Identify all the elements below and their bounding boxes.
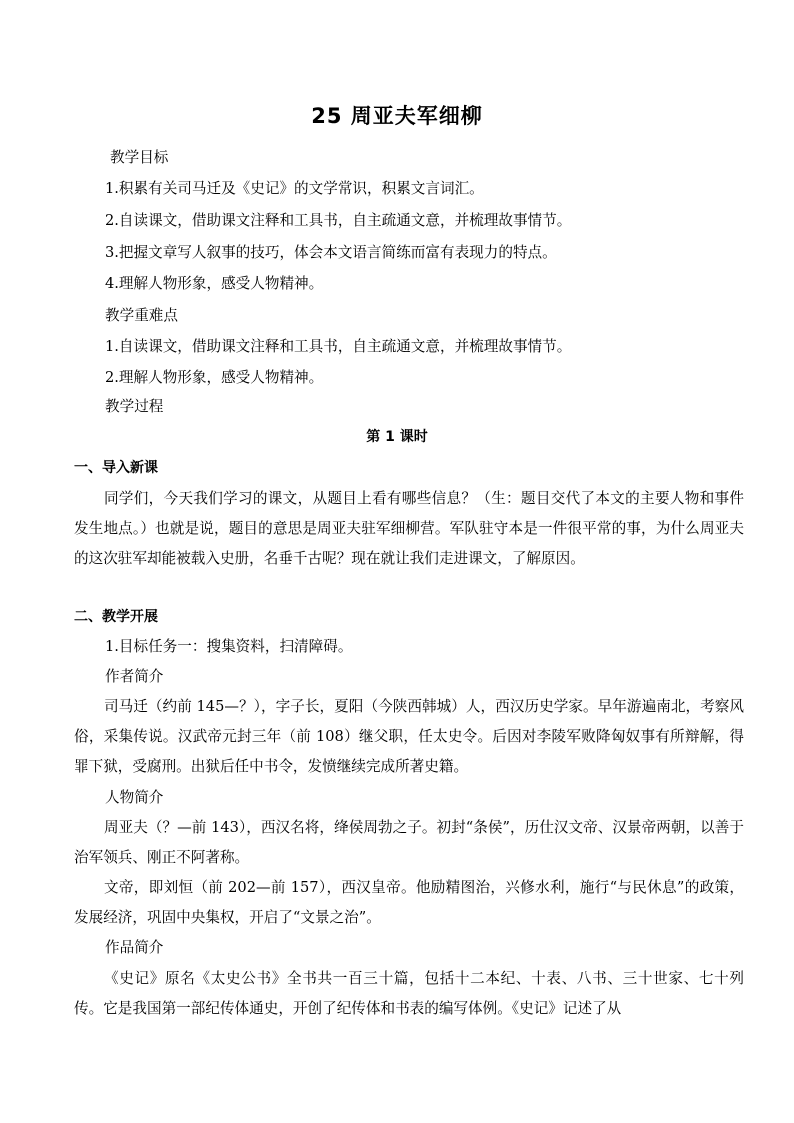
author-heading: 作者简介 — [105, 668, 164, 685]
key-points-heading: 教学重难点 — [105, 307, 178, 324]
section-heading-development: 二、教学开展 — [74, 609, 158, 625]
task-item: 1.目标任务一：搜集资料，扫清障碍。 — [105, 638, 353, 655]
author-paragraph: 司马迁（约前 145—？），字子长，夏阳（今陕西韩城）人，西汉历史学家。早年游遍南北，考察风俗，采集传说。汉武帝元封三年（前 108）继父职，任太史令。后因对李陵军败降匈奴事有所辩解，得罪下狱，受腐刑。出狱后任中书令，发愤继续完成所著史籍。 — [74, 698, 744, 775]
character-paragraph-2: 文帝，即刘恒（前 202—前 157），西汉皇帝。他励精图治，兴修水利，施行“与民休息”的政策，发展经济，巩固中央集权，开启了“文景之治”。 — [74, 879, 744, 926]
lesson-label: 第 1 课时 — [366, 429, 428, 445]
key-point-item: 1.自读课文，借助课文注释和工具书，自主疏通文意，并梳理故事情节。 — [105, 338, 572, 355]
objective-item: 3.把握文章写人叙事的技巧，体会本文语言简练而富有表现力的特点。 — [105, 244, 557, 261]
objective-item: 2.自读课文，借助课文注释和工具书，自主疏通文意，并梳理故事情节。 — [105, 212, 572, 229]
character-paragraph-1: 周亚夫（？—前 143），西汉名将，绛侯周勃之子。初封“条侯”，历仕汉文帝、汉景帝两朝，以善于治军领兵、刚正不阿著称。 — [74, 819, 744, 866]
key-point-item: 2.理解人物形象，感受人物精神。 — [105, 369, 324, 386]
objective-item: 1.积累有关司马迁及《史记》的文学常识，积累文言词汇。 — [105, 180, 484, 197]
character-heading: 人物简介 — [105, 789, 164, 806]
work-paragraph: 《史记》原名《太史公书》全书共一百三十篇，包括十二本纪、十表、八书、三十世家、七十列传。它是我国第一部纪传体通史，开创了纪传体和书表的编写体例。《史记》记述了从 — [74, 970, 744, 1017]
objective-item: 4.理解人物形象，感受人物精神。 — [105, 275, 324, 292]
process-heading: 教学过程 — [105, 398, 164, 415]
objectives-heading: 教学目标 — [110, 149, 169, 166]
section-heading-intro: 一、导入新课 — [74, 460, 158, 476]
intro-paragraph: 同学们，今天我们学习的课文，从题目上看有哪些信息？（生：题目交代了本文的主要人物和事件发生地点。）也就是说，题目的意思是周亚夫驻军细柳营。军队驻守本是一件很平常的事，为什么周亚夫的这次驻军却能被载入史册，名垂千古呢？现在就让我们走进课文，了解原因。 — [74, 490, 744, 567]
page-title: 25 周亚夫军细柳 — [311, 104, 483, 128]
work-heading: 作品简介 — [105, 939, 164, 956]
